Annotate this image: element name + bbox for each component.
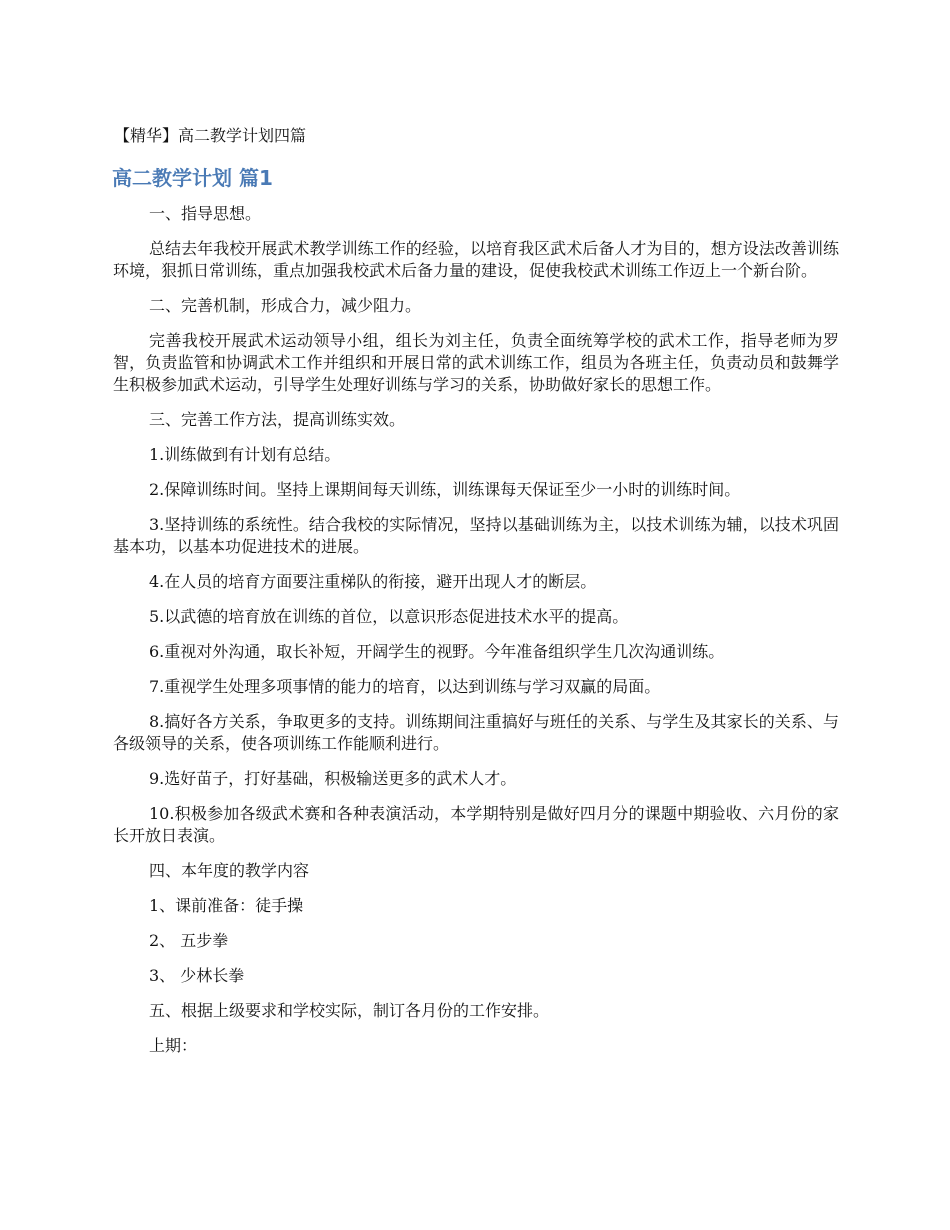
paragraph: 总结去年我校开展武术教学训练工作的经验，以培育我区武术后备人才为目的，想方设法改善训练环境，狠抓日常训练，重点加强我校武术后备力量的建设，促使我校武术训练工作迈上一个新台阶。	[113, 239, 839, 280]
paragraph: 完善我校开展武术运动领导小组，组长为刘主任，负责全面统筹学校的武术工作，指导老师为罗智，负责监管和协调武术工作并组织和开展日常的武术训练工作，组员为各班主任，负责动员和鼓舞学生积极参加武术运动，引导学生处理好训练与学习的关系，协助做好家长的思想工作。	[113, 331, 839, 394]
document-title: 【精华】高二教学计划四篇	[114, 126, 307, 145]
paragraph: 4.在人员的培育方面要注重梯队的衔接，避开出现人才的断层。	[149, 572, 597, 591]
paragraph: 五、根据上级要求和学校实际，制订各月份的工作安排。	[149, 1001, 550, 1020]
paragraph: 10.积极参加各级武术赛和各种表演活动，本学期特别是做好四月分的课题中期验收、六月份的家长开放日表演。	[113, 804, 839, 845]
paragraph: 2.保障训练时间。坚持上课期间每天训练，训练课每天保证至少一小时的训练时间。	[149, 480, 741, 499]
paragraph: 3.坚持训练的系统性。结合我校的实际情况，坚持以基础训练为主，以技术训练为辅，以技术巩固基本功，以基本功促进技术的进展。	[113, 515, 839, 556]
paragraph: 7.重视学生处理多项事情的能力的培育，以达到训练与学习双赢的局面。	[149, 677, 661, 696]
paragraph: 5.以武德的培育放在训练的首位，以意识形态促进技术水平的提高。	[149, 607, 629, 626]
paragraph: 三、完善工作方法，提高训练实效。	[149, 410, 406, 429]
paragraph: 6.重视对外沟通，取长补短，开阔学生的视野。今年准备组织学生几次沟通训练。	[149, 642, 725, 661]
paragraph: 8.搞好各方关系，争取更多的支持。训练期间注重搞好与班任的关系、与学生及其家长的关系、与各级领导的关系，使各项训练工作能顺利进行。	[113, 712, 839, 753]
paragraph: 上期：	[149, 1036, 198, 1055]
paragraph: 2、 五步拳	[149, 931, 229, 950]
paragraph: 9.选好苗子，打好基础，积极输送更多的武术人才。	[149, 769, 517, 788]
paragraph: 3、 少林长拳	[149, 966, 245, 985]
paragraph: 一、指导思想。	[149, 204, 262, 223]
document-body	[113, 203, 839, 1070]
paragraph: 1.训练做到有计划有总结。	[149, 445, 341, 464]
paragraph: 二、完善机制，形成合力，减少阻力。	[149, 296, 422, 315]
paragraph: 1、课前准备：徒手操	[149, 896, 304, 915]
paragraph: 四、本年度的教学内容	[149, 861, 310, 880]
section-heading: 高二教学计划 篇1	[112, 166, 273, 190]
